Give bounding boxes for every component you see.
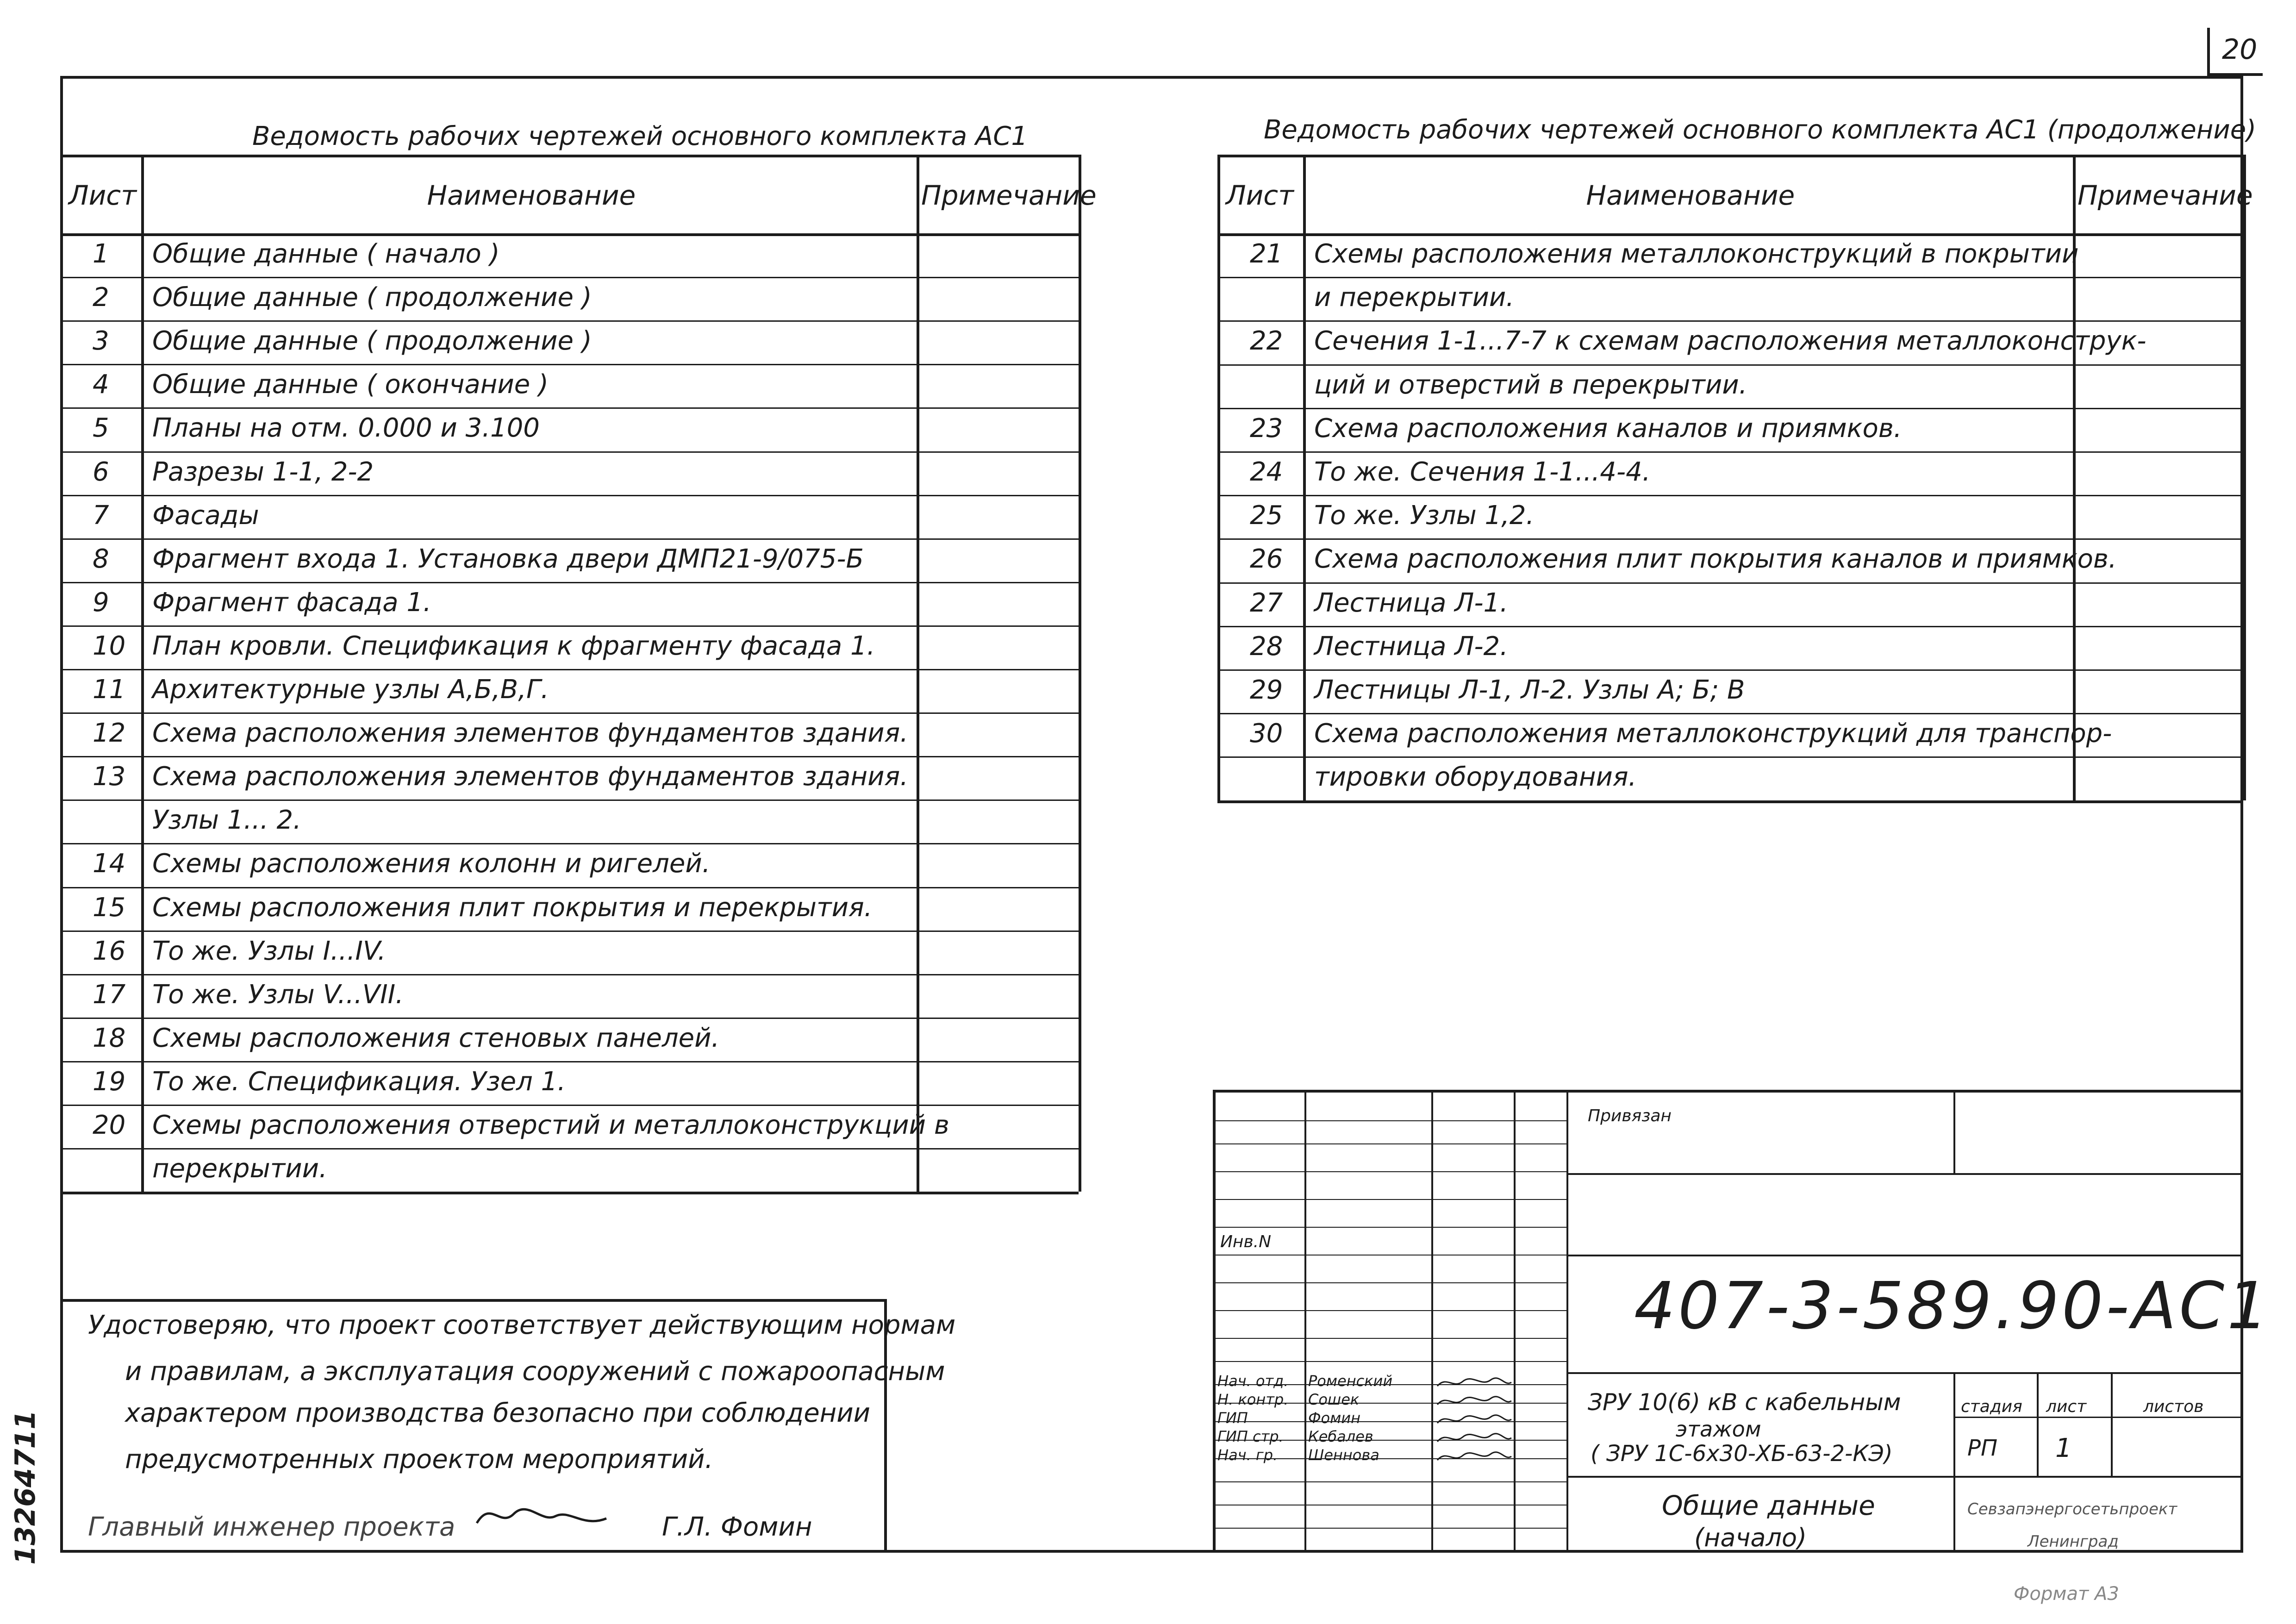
- stage-label: стадия: [1961, 1397, 2022, 1416]
- role-person-name: Сошек: [1308, 1391, 1360, 1408]
- role-person-name: Кебалев: [1308, 1428, 1373, 1445]
- signature-scribble: [1435, 1429, 1514, 1447]
- row-name: Сечения 1-1...7-7 к схемам расположения металлоконструк-: [1314, 326, 2146, 356]
- role-label: Нач. отд.: [1217, 1372, 1289, 1390]
- doc-title-line-1: Общие данные: [1662, 1490, 1875, 1521]
- role-label: ГИП стр.: [1217, 1428, 1284, 1445]
- stage-value: РП: [1967, 1435, 1998, 1461]
- row-name: Лестница Л-1.: [1314, 587, 1508, 618]
- sheet-label: лист: [2046, 1397, 2087, 1416]
- row-name: Схемы расположения плит покрытия и перекрытия.: [152, 892, 873, 923]
- row-name: То же. Узлы V...VII.: [152, 979, 404, 1010]
- row-name: Схема расположения элементов фундаментов здания.: [152, 762, 908, 792]
- row-sheet-number: 5: [93, 413, 109, 443]
- row-name: Схема расположения каналов и приямков.: [1314, 413, 1902, 443]
- row-name: Планы на отм. 0.000 и 3.100: [152, 413, 540, 443]
- role-person-name: Фомин: [1308, 1409, 1360, 1427]
- row-name: Фрагмент входа 1. Установка двери ДМП21-9/075-Б: [152, 543, 864, 574]
- row-sheet-number: 9: [93, 587, 109, 618]
- object-line-1: ЗРУ 10(6) кВ с кабельным: [1588, 1389, 1901, 1416]
- page-number: 20: [2222, 33, 2258, 66]
- row-sheet-number: 20: [93, 1110, 126, 1140]
- row-sheet-number: 27: [1250, 587, 1283, 618]
- signer-role: Главный инженер проекта: [88, 1512, 455, 1542]
- row-name: Общие данные ( продолжение ): [152, 326, 592, 356]
- doc-title-line-2: (начало): [1694, 1523, 1807, 1552]
- row-sheet-number: 7: [93, 500, 109, 531]
- header-sheet: Лист: [1226, 180, 1294, 211]
- row-name: Схемы расположения металлоконструкций в покрытии: [1314, 239, 2079, 269]
- row-sheet-number: 4: [93, 369, 109, 400]
- row-name: Лестницы Л-1, Л-2. Узлы А; Б; В: [1314, 675, 1745, 705]
- object-line-3: ( ЗРУ 1С-6х30-ХБ-63-2-КЭ): [1591, 1441, 1893, 1467]
- role-person-name: Шеннова: [1308, 1446, 1379, 1464]
- row-name: тировки оборудования.: [1314, 762, 1637, 793]
- row-name: Общие данные ( продолжение ): [152, 282, 592, 313]
- header-name: Наименование: [427, 180, 636, 211]
- row-name: Схема расположения элементов фундаментов здания.: [152, 718, 908, 749]
- row-sheet-number: 25: [1250, 500, 1283, 531]
- row-sheet-number: 21: [1250, 239, 1283, 269]
- row-name: Схемы расположения отверстий и металлоконструкций в: [152, 1110, 949, 1140]
- row-name: То же. Спецификация. Узел 1.: [152, 1066, 566, 1097]
- row-name: Общие данные ( начало ): [152, 239, 500, 269]
- row-sheet-number: 10: [93, 631, 126, 661]
- row-sheet-number: 19: [93, 1066, 126, 1097]
- right-table-title: Ведомость рабочих чертежей основного комплекта АС1 (продолжение): [1264, 115, 2257, 145]
- row-sheet-number: 28: [1250, 631, 1283, 662]
- inv-no-label: Инв.N: [1220, 1232, 1272, 1251]
- certification-line-3: характером производства безопасно при соблюдении: [125, 1398, 871, 1428]
- row-sheet-number: 8: [93, 543, 109, 574]
- certification-line-4: предусмотренных проектом мероприятий.: [125, 1444, 713, 1474]
- signature-scribble: [1435, 1373, 1514, 1392]
- row-sheet-number: 24: [1250, 457, 1283, 487]
- row-sheet-number: 23: [1250, 413, 1283, 443]
- row-sheet-number: 6: [93, 456, 109, 487]
- row-sheet-number: 16: [93, 936, 126, 966]
- row-sheet-number: 12: [93, 718, 126, 749]
- header-note: Примечание: [2078, 180, 2253, 211]
- signature-chief-engineer: [472, 1495, 611, 1537]
- row-sheet-number: 30: [1250, 718, 1283, 749]
- role-label: Нач. гр.: [1217, 1446, 1278, 1464]
- row-sheet-number: 1: [93, 239, 109, 269]
- row-name: Разрезы 1-1, 2-2: [152, 456, 374, 487]
- row-sheet-number: 13: [93, 762, 126, 792]
- signer-name: Г.Л. Фомин: [662, 1512, 812, 1542]
- row-sheet-number: 11: [93, 675, 126, 705]
- row-name: перекрытии.: [152, 1154, 327, 1184]
- row-name: Схемы расположения стеновых панелей.: [152, 1023, 720, 1053]
- org-line-1: Севзапэнергосетьпроект: [1967, 1500, 2177, 1518]
- sheets-label: листов: [2143, 1397, 2204, 1416]
- object-line-2: этажом: [1676, 1417, 1761, 1442]
- role-label: Н. контр.: [1217, 1391, 1289, 1408]
- org-line-2: Ленинград: [2028, 1532, 2119, 1551]
- certification-line-2: и правилам, а эксплуатация сооружений с пожароопасным: [125, 1356, 945, 1387]
- row-name: Архитектурные узлы А,Б,В,Г.: [152, 675, 549, 705]
- row-sheet-number: 15: [93, 892, 126, 923]
- row-sheet-number: 18: [93, 1023, 126, 1053]
- signature-scribble: [1435, 1410, 1514, 1429]
- row-name: и перекрытии.: [1314, 282, 1515, 313]
- row-name: Общие данные ( окончание ): [152, 369, 549, 400]
- header-name: Наименование: [1586, 180, 1795, 211]
- row-name: То же. Узлы I...IV.: [152, 936, 386, 966]
- signature-scribble: [1435, 1447, 1514, 1466]
- row-name: То же. Сечения 1-1...4-4.: [1314, 457, 1651, 487]
- row-name: Схема расположения плит покрытия каналов и приямков.: [1314, 544, 2117, 575]
- row-sheet-number: 17: [93, 979, 126, 1010]
- role-person-name: Роменский: [1308, 1372, 1393, 1390]
- row-name: Узлы 1... 2.: [152, 805, 301, 836]
- row-name: ций и отверстий в перекрытии.: [1314, 369, 1747, 400]
- row-name: План кровли. Спецификация к фрагменту фасада 1.: [152, 631, 875, 661]
- row-sheet-number: 2: [93, 282, 109, 313]
- certification-line-1: Удостоверяю, что проект соответствует действующим нормам: [88, 1310, 956, 1340]
- side-stamp: 13264711: [9, 1410, 42, 1565]
- header-sheet: Лист: [69, 180, 137, 211]
- row-sheet-number: 14: [93, 849, 126, 879]
- drawing-designation: 407-3-589.90-АС1: [1634, 1268, 2271, 1344]
- signature-scribble: [1435, 1392, 1514, 1410]
- row-name: Фасады: [152, 500, 259, 531]
- row-name: Фрагмент фасада 1.: [152, 587, 431, 618]
- sheet-value: 1: [2055, 1433, 2072, 1463]
- privyazan-label: Привязан: [1588, 1106, 1672, 1125]
- row-name: То же. Узлы 1,2.: [1314, 500, 1535, 531]
- row-sheet-number: 3: [93, 326, 109, 356]
- row-sheet-number: 22: [1250, 326, 1283, 356]
- header-note: Примечание: [921, 180, 1097, 211]
- row-sheet-number: 29: [1250, 675, 1283, 705]
- role-label: ГИП: [1217, 1409, 1248, 1427]
- row-name: Схемы расположения колонн и ригелей.: [152, 849, 711, 879]
- format-label: Формат А3: [2014, 1583, 2119, 1605]
- row-name: Лестница Л-2.: [1314, 631, 1508, 662]
- row-name: Схема расположения металлоконструкций для транспор-: [1314, 718, 2112, 749]
- row-sheet-number: 26: [1250, 544, 1283, 575]
- left-table-title: Ведомость рабочих чертежей основного комплекта АС1: [252, 121, 1028, 151]
